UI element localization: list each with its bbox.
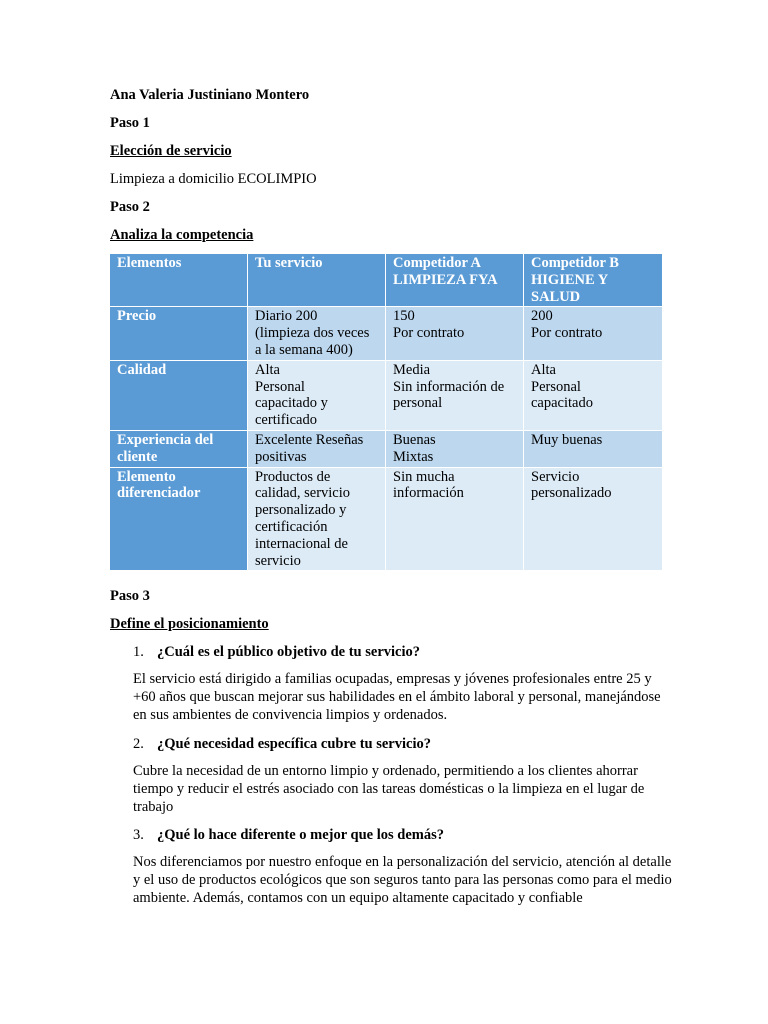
cell-line: personal: [393, 395, 443, 412]
cell-line: positivas: [255, 448, 307, 465]
table-row: [110, 430, 663, 467]
cell-line: capacitado y: [255, 395, 328, 412]
question-number: 3.: [133, 827, 144, 843]
answer-2: Cubre la necesidad de un entorno limpio y ordenado, permitiendo a los clientes ahorrar tiempo y reducir el estrés asociado con las tareas domésticas o la limpieza en el lugar de trabajo: [133, 763, 645, 816]
row-header-elemento-diferenciador: Elemento diferenciador: [110, 467, 248, 571]
cell-tu-servicio: [248, 430, 386, 467]
header-cell-elementos: Elementos: [110, 254, 248, 307]
cell-line: capacitado: [531, 395, 593, 412]
cell-line: Personal: [255, 378, 305, 395]
service-name: Limpieza a domicilio ECOLIMPIO: [110, 171, 317, 187]
paso2-heading: Analiza la competencia: [110, 227, 254, 243]
cell-competidor-a: [386, 467, 524, 571]
cell-line: Sin mucha: [393, 468, 455, 485]
paso1-label: Paso 1: [110, 115, 150, 131]
cell-line: servicio: [255, 552, 301, 569]
cell-line: Sin información de: [393, 378, 505, 395]
cell-line: Muy buenas: [531, 431, 603, 448]
cell-line: Mixtas: [393, 448, 434, 465]
author-name: Ana Valeria Justiniano Montero: [110, 87, 310, 103]
paso2-label: Paso 2: [110, 199, 150, 215]
cell-competidor-b: [524, 467, 663, 571]
cell-line: Por contrato: [393, 325, 465, 342]
row-header-precio: Precio: [110, 307, 248, 360]
paso3-heading: Define el posicionamiento: [110, 616, 269, 632]
answer-1: El servicio está dirigido a familias ocupadas, empresas y jóvenes profesionales entre 25 y +60 años que buscan mejorar sus habilidades en el ámbito laboral y personal, manejándose en sus ambientes de convivencia limpios y ordenados.: [133, 671, 661, 724]
cell-line: (limpieza dos veces: [255, 325, 370, 342]
cell-competidor-b: [524, 360, 663, 430]
cell-line: Media: [393, 361, 431, 378]
cell-line: certificación: [255, 518, 328, 535]
cell-line: Productos de: [255, 468, 331, 485]
header-cell-competidor-a: Competidor A LIMPIEZA FYA: [386, 254, 524, 307]
cell-line: Buenas: [393, 431, 436, 448]
cell-tu-servicio: [248, 467, 386, 571]
cell-competidor-a: [386, 360, 524, 430]
table-row: [110, 360, 663, 430]
cell-line: 150: [393, 308, 415, 325]
paso3-label: Paso 3: [110, 588, 150, 604]
question-text: ¿Qué necesidad específica cubre tu servicio?: [157, 736, 431, 752]
cell-line: Por contrato: [531, 325, 603, 342]
cell-line: Excelente Reseñas: [255, 431, 364, 448]
row-header-experiencia: Experiencia del cliente: [110, 430, 248, 467]
cell-line: 200: [531, 308, 553, 325]
cell-line: calidad, servicio: [255, 485, 351, 502]
question-number: 1.: [133, 644, 144, 660]
row-header-calidad: Calidad: [110, 360, 248, 430]
cell-line: a la semana 400): [255, 341, 353, 358]
competition-table: [109, 253, 663, 571]
cell-line: Servicio: [531, 468, 580, 485]
cell-tu-servicio: [248, 360, 386, 430]
paso1-heading: Elección de servicio: [110, 143, 232, 159]
cell-line: Alta: [255, 361, 280, 378]
table-row: [110, 307, 663, 360]
cell-line: certificado: [255, 412, 317, 429]
question-text: ¿Qué lo hace diferente o mejor que los demás?: [157, 827, 445, 843]
cell-tu-servicio: [248, 307, 386, 360]
question-text: ¿Cuál es el público objetivo de tu servicio?: [157, 644, 421, 660]
header-cell-tu-servicio: Tu servicio: [248, 254, 386, 307]
cell-competidor-a: [386, 430, 524, 467]
table-row: [110, 467, 663, 571]
cell-line: personalizado y: [255, 502, 347, 519]
cell-line: Alta: [531, 361, 556, 378]
cell-line: personalizado: [531, 485, 612, 502]
cell-line: Diario 200: [255, 308, 318, 325]
cell-competidor-a: [386, 307, 524, 360]
cell-line: internacional de: [255, 535, 348, 552]
answer-3: Nos diferenciamos por nuestro enfoque en la personalización del servicio, atención al detalle y el uso de productos ecológicos que son seguros tanto para las personas como para el medio ambiente. Además, contamos con un equipo altamente capacitado y confiable: [133, 854, 672, 907]
question-number: 2.: [133, 736, 144, 752]
cell-competidor-b: [524, 307, 663, 360]
cell-line: información: [393, 485, 464, 502]
header-cell-competidor-b: Competidor B HIGIENE Y SALUD: [524, 254, 663, 307]
cell-competidor-b: [524, 430, 663, 467]
table-header-row: [110, 254, 663, 307]
cell-line: Personal: [531, 378, 581, 395]
